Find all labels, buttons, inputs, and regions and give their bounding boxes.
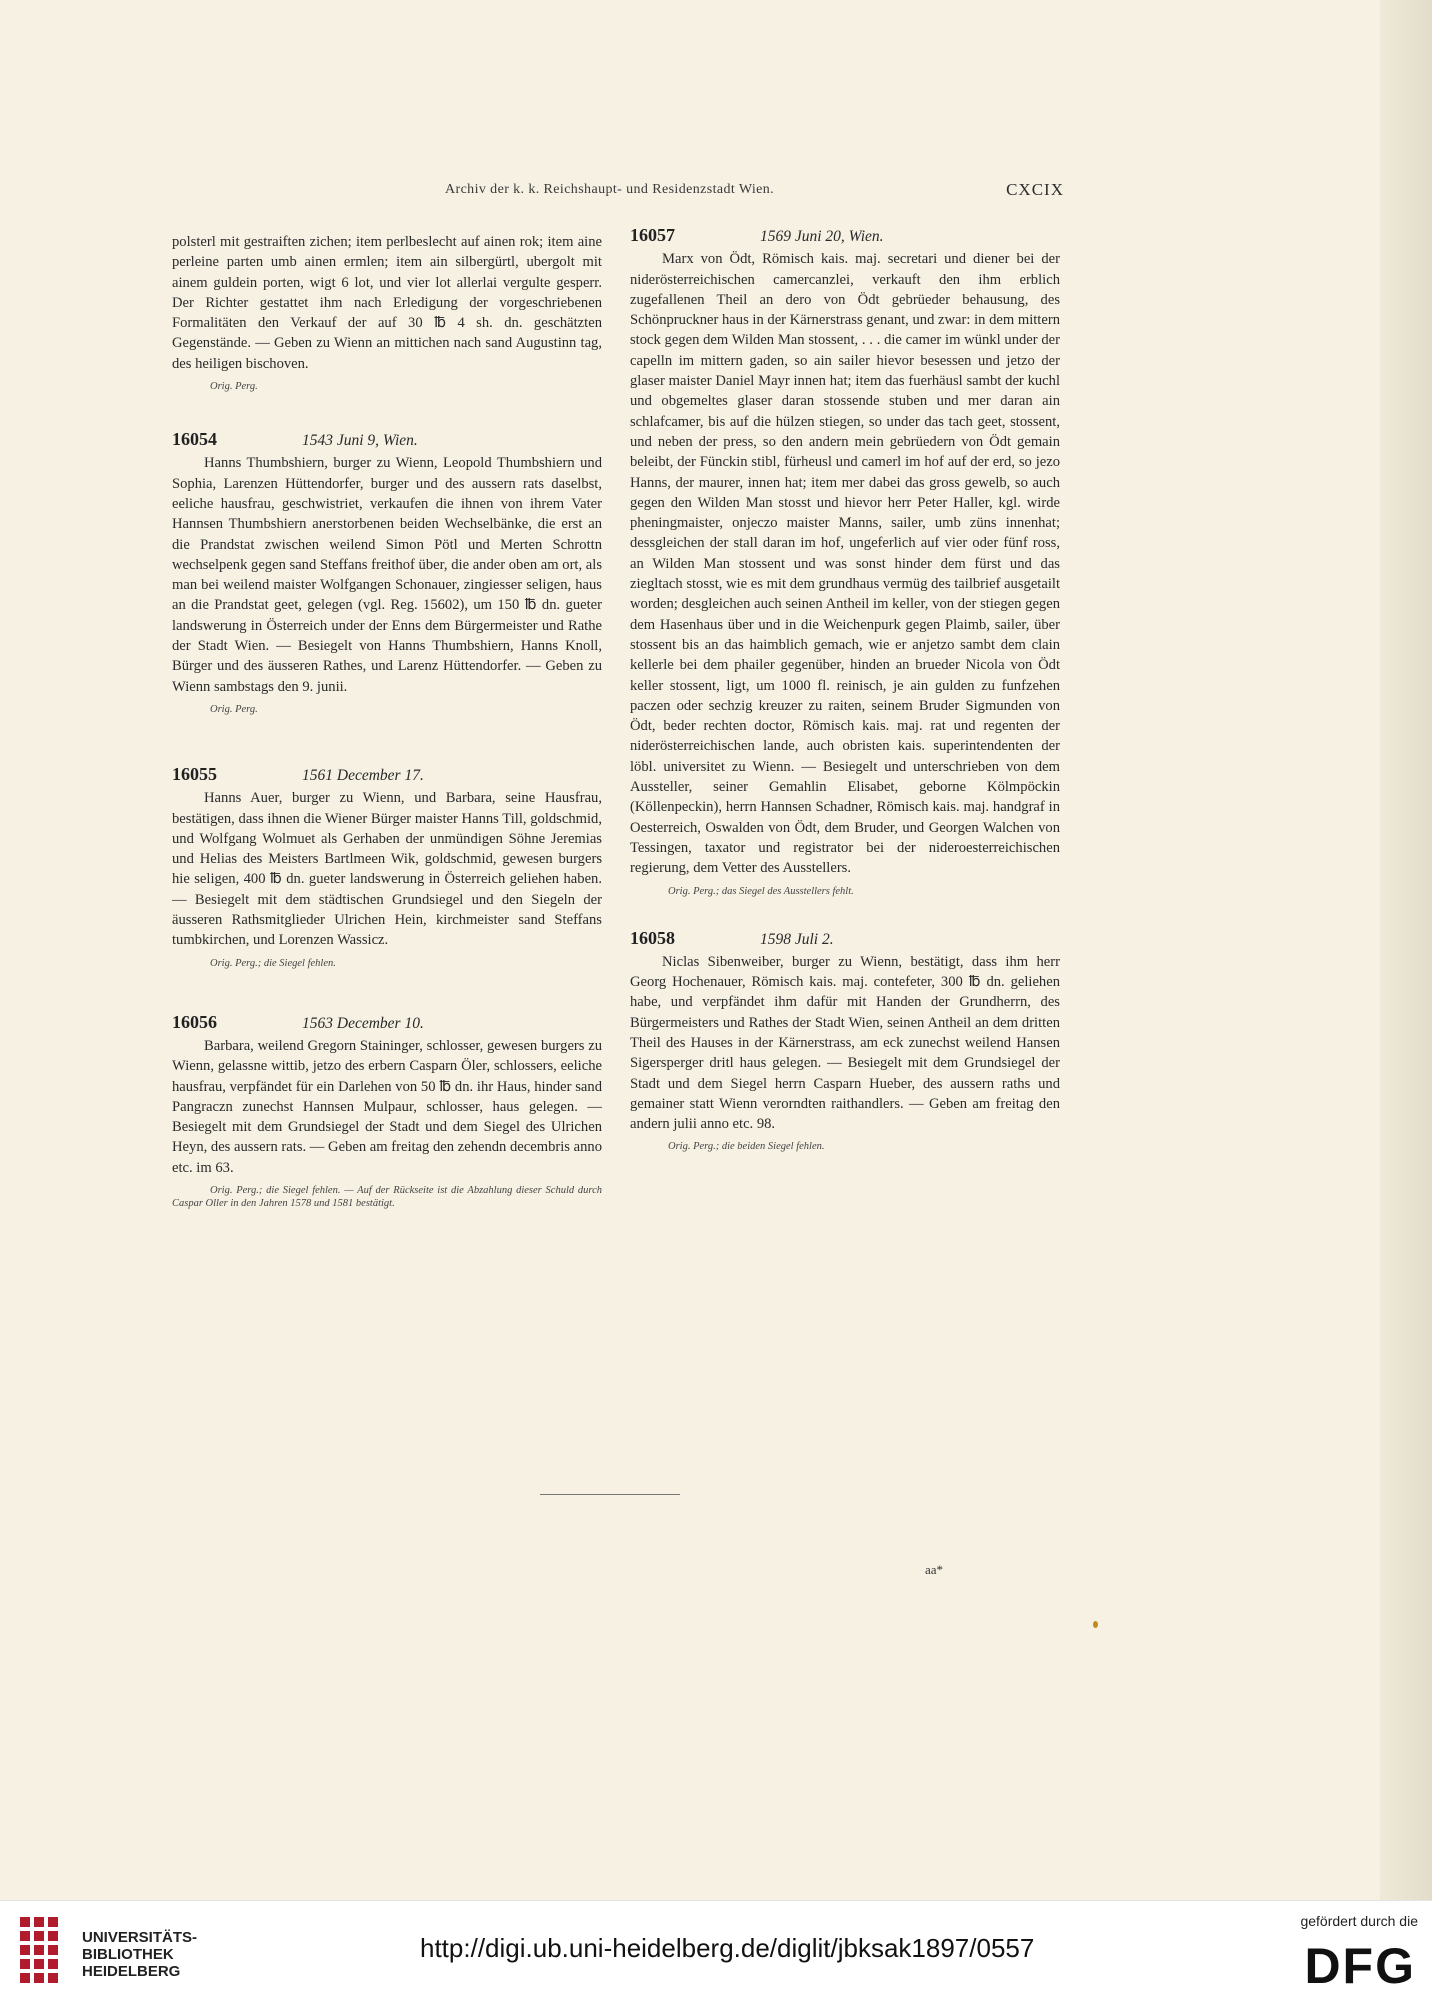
sponsor-caption: gefördert durch die: [1300, 1913, 1418, 1929]
entry-date: 1543 Juni 9, Wien.: [302, 432, 418, 450]
right-column: [630, 225, 1060, 1153]
viewer-footer: [0, 1900, 1432, 2000]
entry-text: Hanns Auer, burger zu Wienn, und Barbara, seine Hausfrau, bestätigen, dass ihnen die Wiener Bürger maister Hanns Till, goldschmid, und Wolfgang Wolmuet als Gerhaben der unmündigen Söhne Jeremias und Helias des Meisters Bartlmeen Wik, goldschmid, gewesen burgers hie seligen, 400 ℔ dn. gueter landswerung in Österreich geliehen haben. — Besiegelt mit dem städtischen Grundsiegel und den Siegeln der äusseren Rathsmitglieder Ulrichen Hein, kirchmeister sand Steffans tumbkirchen, und Lorenzen Wassicz.: [172, 790, 602, 949]
entry-16057: [630, 225, 1060, 898]
entry-16055: [172, 764, 602, 970]
entry-date: 1563 December 10.: [302, 1014, 424, 1032]
left-column: [172, 232, 602, 1210]
library-name-line: UNIVERSITÄTS-: [82, 1929, 198, 1946]
running-header: Archiv der k. k. Reichshaupt- und Residenzstadt Wien.: [445, 182, 775, 197]
closing-rule: [540, 1494, 680, 1495]
entry-text: Barbara, weilend Gregorn Staininger, schlosser, gewesen burgers zu Wienn, gelassne wittib, jetzo des erbern Casparn Öler, schlossers, eeliche hausfrau, verpfändet für ein Darlehen von 50 ℔ dn. ihr Haus, hinder sand Pangraczn zunechst Hannsen Mulpaur, schlosser, haus gelegen. — Besiegelt mit dem Grundsiegel der Stadt und dem Siegel des Ulrichen Heyn, des aussern rats. — Geben am freitag den zehendn decembris anno etc. im 63.: [172, 1037, 602, 1176]
entry-date: 1569 Juni 20, Wien.: [760, 228, 884, 245]
entry-note: Orig. Perg.; die Siegel fehlen. — Auf der Rückseite ist die Abzahlung dieser Schuld durch Caspar Oller in den Jahren 1578 und 1581 bestätigt.: [172, 1184, 602, 1209]
entry-16056: [172, 1012, 602, 1210]
entry-number: 16054: [172, 429, 217, 450]
entry-note: Orig. Perg.; die beiden Siegel fehlen.: [668, 1141, 825, 1153]
entry-number: 16058: [630, 927, 675, 948]
printer-signature: aa*: [925, 1562, 944, 1577]
continuation-text: polsterl mit gestraiften zichen; item perlbeslecht auf ainen rok; item aine perleine parten umb ainen ermlen; item ain silbergürtl, ubergolt mit ainem guldein porten, wigt 6 lot, und vier lot allerlai vergulte gesperr. Der Richter gestattet ihm nach Erledigung der vorgeschriebenen Formalitäten den Verkauf der auf 30 ℔ 4 sh. dn. geschätzten Gegenstände. — Geben zu Wienn an mittichen nach sand Augustinn tag, des heiligen bischoven.: [172, 234, 602, 372]
entry-16054: [172, 429, 602, 716]
university-library-logo-icon: [14, 1911, 74, 1989]
entry-text: Niclas Sibenweiber, burger zu Wienn, bestätigt, dass ihm herr Georg Hochenauer, Römisch kais. maj. contefeter, 300 ℔ dn. geliehen habe, und verpfändet ihm dafür mit Handen der Grundherrn, des Bürgermeisters und Rathes der Stadt Wien, seinen Antheil an dem dritten Theil des Hauses in der Kärnerstrass, am eck zunechst weilend Hansen Sigersperger dritl haus gelegen. — Besiegelt mit dem Grundsiegel der Stadt und dem Siegel herrn Casparn Hueber, des aussern raths und gemainer statt Wienn verorndten raithandlers. — Geben am freitag den andern julii anno etc. 98.: [630, 953, 1060, 1133]
permalink-url[interactable]: http://digi.ub.uni-heidelberg.de/diglit/jbksak1897/0557: [420, 1933, 1035, 1963]
entry-number: 16057: [630, 225, 675, 245]
entry-date: 1598 Juli 2.: [760, 930, 834, 948]
entry-note: Orig. Perg.: [210, 703, 258, 715]
entry-16058: [630, 928, 1060, 1154]
library-name-line: BIBLIOTHEK: [82, 1946, 174, 1963]
continuation-note: Orig. Perg.: [210, 381, 258, 393]
paper-stain: [1093, 1621, 1098, 1628]
entry-text: Hanns Thumbshiern, burger zu Wienn, Leopold Thumbshiern und Sophia, Larenzen Hüttendorfer, burger und des aussern rats daselbst, eeliche hausfrau, geschwistriet, verkaufen die ihnen von ihrem Vater Hannsen Thumbshiern anerstorbenen beiden Wechselbänke, die erst an die Prandstat zwischen weilend Simon Pötl und Merten Schrottn wechselpenk gegen sand Steffans freithof über, die ander oben am ort, als man bei weilend maister Wolfgangen Schonauer, zingiesser seligen, haus an die Prandstat geet, gelegen (vgl. Reg. 15602), um 150 ℔ dn. gueter landswerung in Österreich under der Enns dem Bürgermeister und Rathe der Stadt Wien. — Besiegelt von Hanns Thumbshiern, Hanns Knoll, Bürger und des äusseren Rathes, und Larenz Hüttendorfer. — Geben zu Wienn sambstags den 9. junii.: [172, 455, 602, 695]
entry-number: 16055: [172, 763, 217, 784]
library-name-line: HEIDELBERG: [82, 1963, 181, 1980]
page-edge-shadow: [1380, 0, 1432, 1900]
entry-date: 1561 December 17.: [302, 766, 424, 784]
entry-note: Orig. Perg.; die Siegel fehlen.: [210, 957, 336, 969]
page-folio: CXCIX: [1006, 180, 1064, 199]
entry-note: Orig. Perg.; das Siegel des Ausstellers fehlt.: [668, 885, 854, 897]
entry-number: 16056: [172, 1011, 217, 1032]
entry-text: Marx von Ödt, Römisch kais. maj. secretari und diener bei der niderösterreichischen camercanzlei, verkauft den ihm erblich zugefallenen Theil an dero von Ödt gebrüeder behausung, des Schönpruckner haus in der Kärnerstrass genant, und zwar: in dem mittern stock gegen dem Wilden Man stossent, . . . die camer im wünkl under der capelln im mittern gaden, so ain sailer hievor besessen und jetzo der glaser maister Daniel Mayr innen hat; item das fuerhäusl sambt der kuchl und obgemeltes glaser daran stossende stuben und mer daran ain schlafcamer, bis auf die hülzen stiegen, so under das tach geet, stossent, und neben der press, so den andern mein gebrüedern von Ödt gemain beleibt, der Fünckin stibl, fürheusl und camerl im hof auf der erd, so jezo Hanns, der maurer, innen hat; item mer dabei das gross gewelb, so auch gegen den Wilden Man stosst und hievor herr Peter Haller, kgl. wirde pheningmaister, onjeczo maister Manns, sailer, umb züns innenhat; dessgleichen der stall daran im hof, ungeferlich auf vier oder fünf ross, an Wilden Man stossent und was sonst hinder dem fürst und das ziegltach stosst, wie es mit dem grundhaus vermüg des tailbrief ausgetailt worden; desgleichen auch seinen Antheil im keller, von der stiegen gegen dem Hasenhaus über und in die Weichenpurk gegen Plaimb, sailer, über stossent bis an das haimblich gemach, wie er anjetzo sambt dem clain kellerle bei dem phailer gegenüber, hinden an brueder Nicola von Ödt keller stossent, ligt, um 1000 fl. reinisch, je ain gulden zu funfzehen paczen oder sechzig kreuzer zu raiten, seinem Bruder Sigmunden von Ödt, beder rechten doctor, Römisch kais. maj. rat und regenten der niderösterreichischen lande, auch obristen kais. superintendenten der löbl. universitet zu Wienn. — Besiegelt und unterschrieben von dem Aussteller, seiner Gemahlin Elisabet, geborne Kölmpöckin (Köllenpeckin), herrn Hannsen Schadner, Römisch kais. maj. handgraf in Oesterreich, Oswalden von Ödt, dem Bruder, und Georgen Walchen von Tessingen, taxator und registrator bei der nideroesterreichischen regierung, dem Vetter des Ausstellers.: [630, 251, 1061, 877]
dfg-logo: DFG: [1304, 1938, 1416, 1994]
university-library-name: [82, 1929, 197, 1980]
